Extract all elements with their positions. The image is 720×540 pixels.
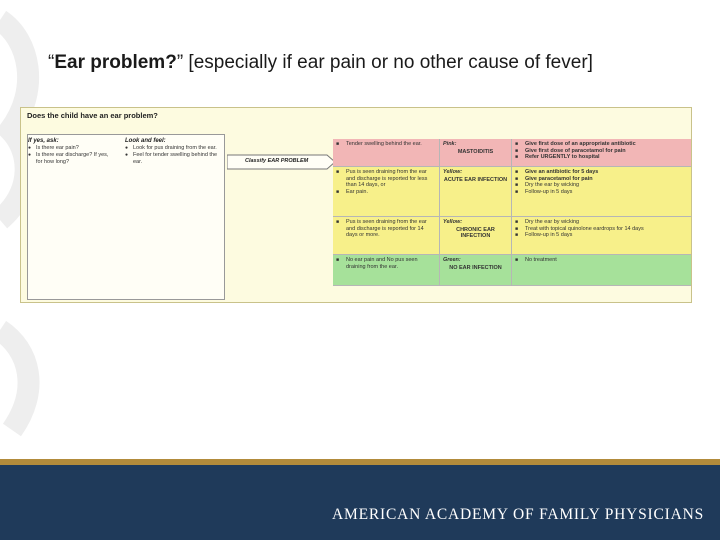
table-row-mastoiditis bbox=[333, 139, 691, 167]
signs-cell bbox=[333, 167, 440, 216]
classification-cell bbox=[440, 139, 512, 166]
treatment-cell bbox=[512, 217, 691, 254]
treatment-item: ■ Give an antibiotic for 5 days bbox=[515, 169, 688, 176]
class-name: CHRONIC EAR INFECTION bbox=[456, 226, 495, 240]
table-row-acute-ear-infection bbox=[333, 167, 691, 217]
treatment-item: ■ Refer URGENTLY to hospital bbox=[515, 154, 688, 161]
ask-column bbox=[28, 138, 116, 166]
class-color-label: Yellow: bbox=[443, 169, 463, 175]
treatment-item: ■ Dry the ear by wicking bbox=[515, 182, 688, 189]
look-item: ● Look for pus draining from the ear. bbox=[125, 145, 225, 152]
ask-item: ● Is there ear pain? bbox=[28, 145, 116, 152]
look-title: Look and feel: bbox=[125, 138, 166, 144]
footer-bar bbox=[0, 465, 720, 540]
classify-label: Classify EAR PROBLEM bbox=[245, 158, 309, 164]
ask-title: If yes, ask: bbox=[28, 138, 59, 144]
organization-name: AMERICAN ACADEMY OF FAMILY PHYSICIANS bbox=[332, 506, 704, 523]
treatment-item: ■ Follow-up in 5 days bbox=[515, 232, 688, 239]
treatment-item: ■ Follow-up in 5 days bbox=[515, 189, 688, 196]
treatment-item: ■ Dry the ear by wicking bbox=[515, 219, 688, 226]
look-column bbox=[125, 138, 225, 166]
signs-cell bbox=[333, 255, 440, 285]
signs-cell bbox=[333, 139, 440, 166]
sign-item: ■ No ear pain and No pus seen draining from the ear. bbox=[336, 257, 436, 270]
class-name: ACUTE EAR INFECTION bbox=[443, 176, 508, 183]
class-color-label: Yellow: bbox=[443, 219, 463, 225]
slide-title: “Ear problem?” [especially if ear pain or no other cause of fever] bbox=[48, 52, 593, 73]
class-color-label: Pink: bbox=[443, 141, 457, 147]
title-bold-part: Ear problem? bbox=[54, 52, 177, 73]
ask-item: ● Is there ear discharge? If yes, for how long? bbox=[28, 152, 116, 166]
treatment-cell bbox=[512, 255, 691, 285]
classification-cell bbox=[440, 255, 512, 285]
class-name: MASTOIDITIS bbox=[457, 148, 494, 155]
classification-table bbox=[333, 139, 691, 286]
table-row-chronic-ear-infection bbox=[333, 217, 691, 255]
treatment-item: ■ Give first dose of an appropriate antibiotic bbox=[515, 141, 688, 148]
sign-item: ■ Tender swelling behind the ear. bbox=[336, 141, 436, 148]
signs-cell bbox=[333, 217, 440, 254]
class-color-label: Green: bbox=[443, 257, 461, 263]
treatment-item: ■ No treatment bbox=[515, 257, 688, 264]
treatment-item: ■ Give paracetamol for pain bbox=[515, 176, 688, 183]
look-item: ● Feel for tender swelling behind the ear. bbox=[125, 152, 225, 166]
sign-item: ■ Pus is seen draining from the ear and discharge is reported for less than 14 days, or bbox=[336, 169, 436, 189]
sign-item: ■ Ear pain. bbox=[336, 189, 436, 196]
treatment-item: ■ Give first dose of paracetamol for pain bbox=[515, 148, 688, 155]
sign-item: ■ Pus is seen draining from the ear and discharge is reported for 14 days or more. bbox=[336, 219, 436, 239]
title-rest: [especially if ear pain or no other cause of fever] bbox=[183, 52, 593, 73]
treatment-cell bbox=[512, 139, 691, 166]
treatment-item: ■ Treat with topical quinolone eardrops for 14 days bbox=[515, 226, 688, 233]
classification-cell bbox=[440, 167, 512, 216]
treatment-cell bbox=[512, 167, 691, 216]
ear-problem-chart bbox=[20, 107, 692, 303]
class-name: NO EAR INFECTION bbox=[449, 264, 502, 271]
classification-cell bbox=[440, 217, 512, 254]
chart-heading: Does the child have an ear problem? bbox=[27, 111, 158, 120]
table-row-no-ear-infection bbox=[333, 255, 691, 286]
